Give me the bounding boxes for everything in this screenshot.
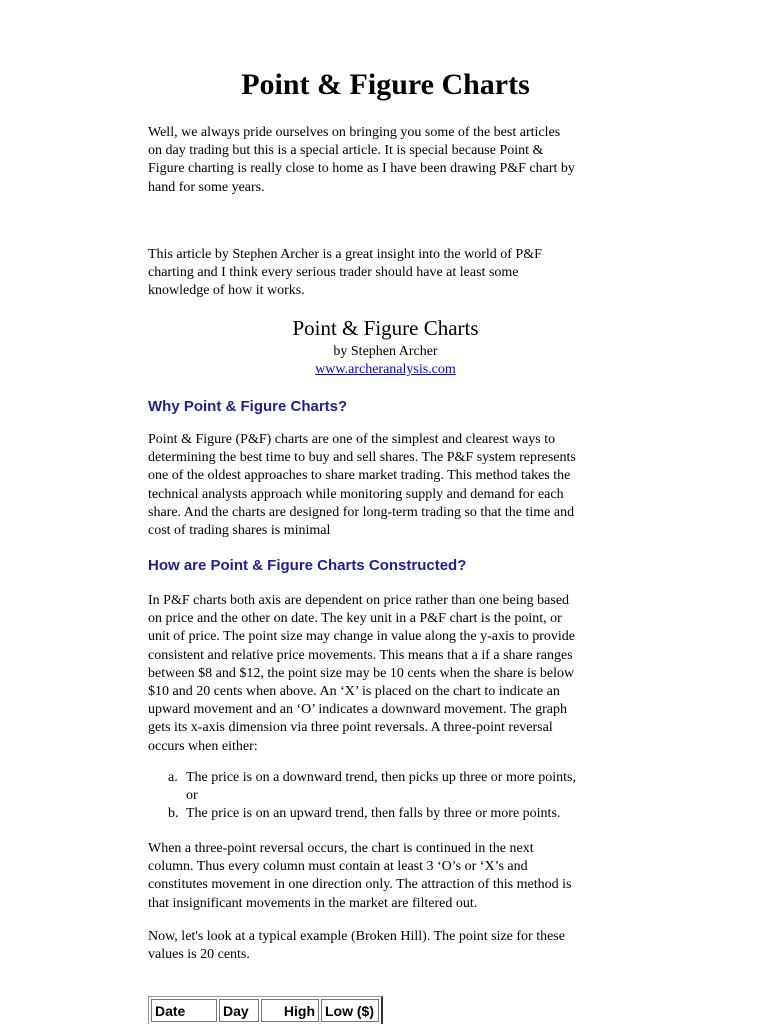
column-header-day: Day xyxy=(219,999,259,1022)
text-line: cost of trading shares is minimal xyxy=(148,523,331,539)
text-line: When a three-point reversal occurs, the chart is continued in the next xyxy=(148,841,534,856)
column-header-high: High xyxy=(261,999,319,1022)
list-marker: b. xyxy=(168,806,179,822)
section-heading-why: Why Point & Figure Charts? xyxy=(148,398,348,415)
list-marker: a. xyxy=(168,770,178,785)
text-line: values is 20 cents. xyxy=(148,947,250,963)
author-website-link[interactable]: www.archeranalysis.com xyxy=(315,362,456,377)
text-line: determining the best time to buy and sell shares. The P&F system represents xyxy=(148,450,576,466)
text-line: consistent and relative price movements. This means that a if a share ranges xyxy=(148,647,573,663)
page-title: Point & Figure Charts xyxy=(241,68,530,101)
text-line: The price is on a downward trend, then picks up three or more points, xyxy=(186,770,576,785)
text-line: hand for some years. xyxy=(148,179,265,195)
reversal-conditions-list xyxy=(148,769,623,824)
text-line: between $8 and $12, the point size may be 10 cents when the share is below xyxy=(148,665,575,681)
text-line: column. Thus every column must contain at least 3 ‘O’s or ‘X’s and xyxy=(148,859,528,875)
text-line: upward movement and an ‘O’ indicates a downward movement. The graph xyxy=(148,702,567,718)
text-line: Point & Figure (P&F) charts are one of the simplest and clearest ways to xyxy=(148,432,556,447)
text-line: Well, we always pride ourselves on bringing you some of the best articles xyxy=(148,125,561,140)
intro-paragraph-1 xyxy=(148,124,623,197)
text-line: technical analysts approach while monitoring supply and demand for each xyxy=(148,486,564,502)
text-line: or xyxy=(186,788,198,804)
text-line: that insignificant movements in the market are filtered out. xyxy=(148,895,478,911)
text-line: Now, let's look at a typical example (Broken Hill). The point size for these xyxy=(148,929,565,944)
column-header-low: Low ($) xyxy=(321,999,379,1022)
intro-paragraph-2 xyxy=(148,246,623,301)
column-header-date: Date xyxy=(151,999,217,1022)
section-heading-how: How are Point & Figure Charts Constructed? xyxy=(148,557,467,574)
text-line: unit of price. The point size may change in value along the y-axis to provide xyxy=(148,629,576,645)
author-website xyxy=(148,361,623,379)
price-table xyxy=(148,996,383,1024)
text-line: occurs when either: xyxy=(148,738,258,754)
example-intro-paragraph xyxy=(148,928,623,964)
text-line: constitutes movement in one direction only. The attraction of this method is xyxy=(148,877,572,893)
after-list-paragraph xyxy=(148,840,623,913)
text-line: $10 and 20 cents when above. An ‘X’ is placed on the chart to indicate an xyxy=(148,684,560,700)
table-header-row xyxy=(151,999,379,1022)
why-paragraph xyxy=(148,431,623,540)
text-line: In P&F charts both axis are dependent on price rather than one being based xyxy=(148,593,570,608)
text-line: gets its x-axis dimension via three point reversals. A three-point reversal xyxy=(148,720,553,736)
list-item xyxy=(148,805,623,823)
text-line: charting and I think every serious trader should have at least some xyxy=(148,265,519,281)
text-line: one of the oldest approaches to share market trading. This method takes the xyxy=(148,468,571,484)
article-title: Point & Figure Charts xyxy=(292,316,479,340)
text-line: share. And the charts are designed for long-term trading so that the time and xyxy=(148,504,575,520)
text-line: on day trading but this is a special article. It is special because Point & xyxy=(148,143,544,159)
text-line: Figure charting is really close to home as I have been drawing P&F chart by xyxy=(148,161,575,177)
text-line: The price is on an upward trend, then falls by three or more points. xyxy=(186,806,561,822)
how-paragraph xyxy=(148,592,623,756)
text-line: on price and the other on date. The key unit in a P&F chart is the point, or xyxy=(148,611,562,627)
text-line: This article by Stephen Archer is a great insight into the world of P&F xyxy=(148,247,542,262)
list-item xyxy=(148,769,623,805)
article-byline: by Stephen Archer xyxy=(333,344,438,359)
text-line: knowledge of how it works. xyxy=(148,283,305,299)
